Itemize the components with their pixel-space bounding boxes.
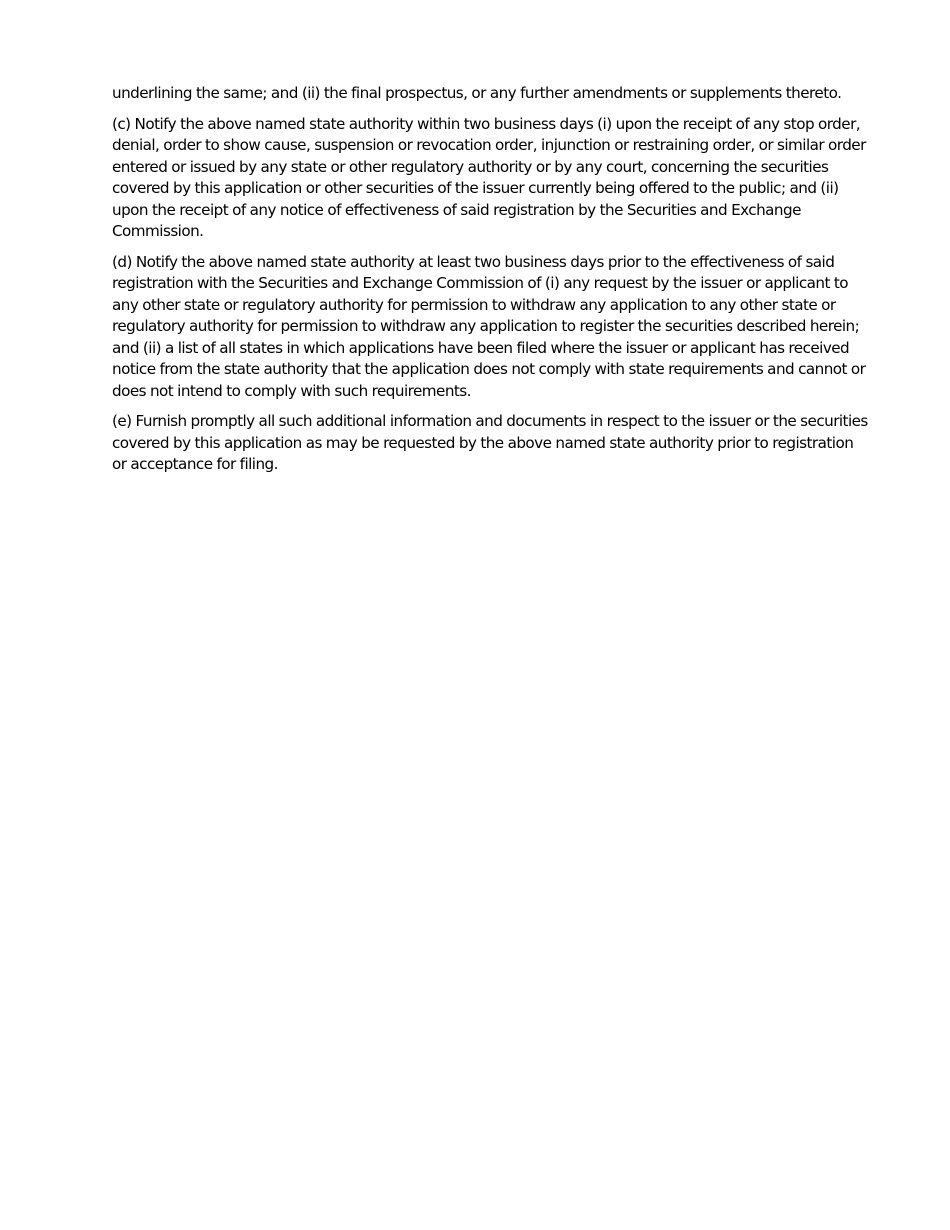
- paragraph-e: (e) Furnish promptly all such additional information and documents in respect to the issuer or the securities covered by this application as may be requested by the above named state authority prior to registration or acceptance for filing.: [112, 412, 868, 473]
- paragraph-c: (c) Notify the above named state authority within two business days (i) upon the receipt of any stop order, denial, order to show cause, suspension or revocation order, injunction or restraining order, or similar order entered or issued by any state or other regulatory authority or by any court, concerning the securities covered by this application or other securities of the issuer currently being offered to the public; and (ii) upon the receipt of any notice of effectiveness of said registration by the Securities and Exchange Commission.: [112, 114, 866, 240]
- paragraph-continuation: underlining the same; and (ii) the final prospectus, or any further amendments or supplements thereto.: [112, 84, 842, 102]
- paragraph-d: (d) Notify the above named state authority at least two business days prior to the effectiveness of said registration with the Securities and Exchange Commission of (i) any request by the issuer or applicant to any other state or regulatory authority for permission to withdraw any application to any other state or regulatory authority for permission to withdraw any application to register the securities described herein; and (ii) a list of all states in which applications have been filed where the issuer or applicant has received notice from the state authority that the application does not comply with state requirements and cannot or does not intend to comply with such requirements.: [112, 252, 866, 400]
- document-page: [112, 83, 868, 485]
